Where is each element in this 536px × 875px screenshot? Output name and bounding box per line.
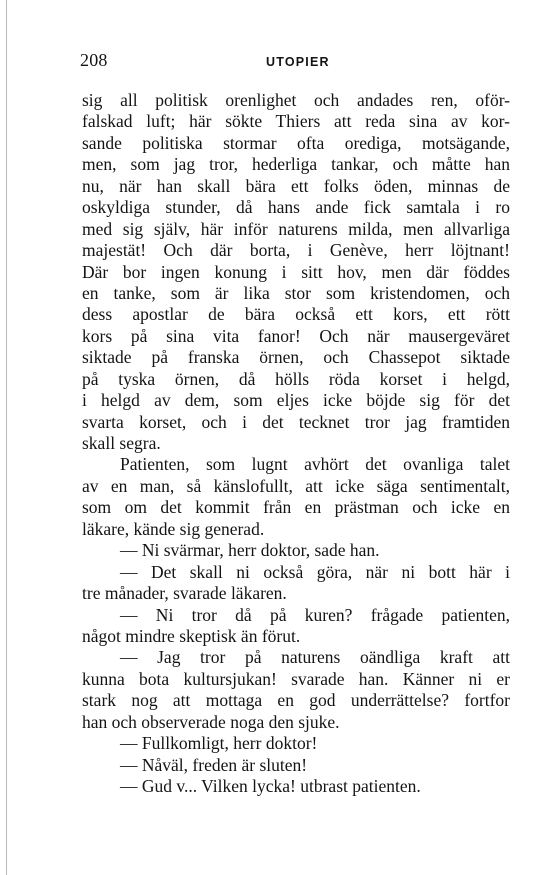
text-line: kunna bota kultursjukan! svarade han. Känner ni er (82, 668, 510, 689)
page-number: 208 (80, 50, 108, 70)
running-title: UTOPIER (266, 55, 330, 69)
text-line: av en man, så känslofullt, att icke säga sentimentalt, (82, 475, 510, 496)
text-line: som om det kommit från en prästman och icke en (82, 497, 510, 518)
text-line: läkare, kände sig generad. (82, 518, 265, 539)
text-line: kors på sina vita fanor! Och när mausergeväret (82, 325, 510, 346)
text-line: majestät! Och där borta, i Genève, herr löjtnant! (82, 240, 510, 261)
text-line: i helgd av dem, som eljes icke böjde sig för det (82, 390, 510, 411)
text-line: — Ni svärmar, herr doktor, sade han. (120, 540, 380, 561)
text-line: Patienten, som lugnt avhört det ovanliga talet (120, 454, 510, 475)
text-line: nu, när han skall bära ett folks öden, minnas de (82, 175, 510, 196)
text-line: oskyldiga stunder, då hans ande fick samtala i ro (82, 197, 510, 218)
text-line: skall segra. (82, 433, 161, 453)
text-line: falskad luft; här sökte Thiers att reda sina av kor- (82, 111, 510, 132)
text-line: svarta korset, och i det tecknet tror jag framtiden (82, 411, 510, 432)
text-line: sig all politisk orenlighet och andades ren, oför- (82, 90, 510, 110)
text-line: på tyska örnen, då hölls röda korset i helgd, (82, 368, 510, 389)
text-line: något mindre skeptisk än förut. (82, 625, 301, 646)
text-line: — Fullkomligt, herr doktor! (120, 733, 318, 754)
text-line: stark nog att mottaga en god underrättelse? fortfor (82, 690, 510, 711)
body-text (82, 90, 510, 797)
text-line: en tanke, som är lika stor som kristendomen, och (82, 282, 510, 303)
text-line: dess apostlar de bära också ett kors, ett rött (82, 304, 510, 325)
text-line: — Ni tror då på kuren? frågade patienten, (120, 604, 510, 625)
text-line: siktade på franska örnen, och Chassepot siktade (82, 347, 510, 368)
text-line: han och observerade noga den sjuke. (82, 711, 340, 732)
text-line: sande politiska stormar ofta orediga, motsägande, (82, 132, 510, 153)
page-edge-line (6, 0, 7, 875)
text-line: Där bor ingen konung i sitt hov, men där föddes (82, 261, 510, 282)
text-line: — Det skall ni också göra, när ni bott här i (120, 561, 510, 582)
text-line: — Nåväl, freden är sluten! (120, 754, 308, 775)
text-line: — Jag tror på naturens oändliga kraft att (120, 647, 510, 668)
text-line: med sig själv, här inför naturens milda, men allvarliga (82, 218, 510, 239)
text-line: — Gud v... Vilken lycka! utbrast patienten. (120, 776, 421, 796)
text-line: men, som jag tror, hederliga tankar, och måtte han (82, 154, 510, 175)
text-line: tre månader, svarade läkaren. (82, 583, 287, 604)
